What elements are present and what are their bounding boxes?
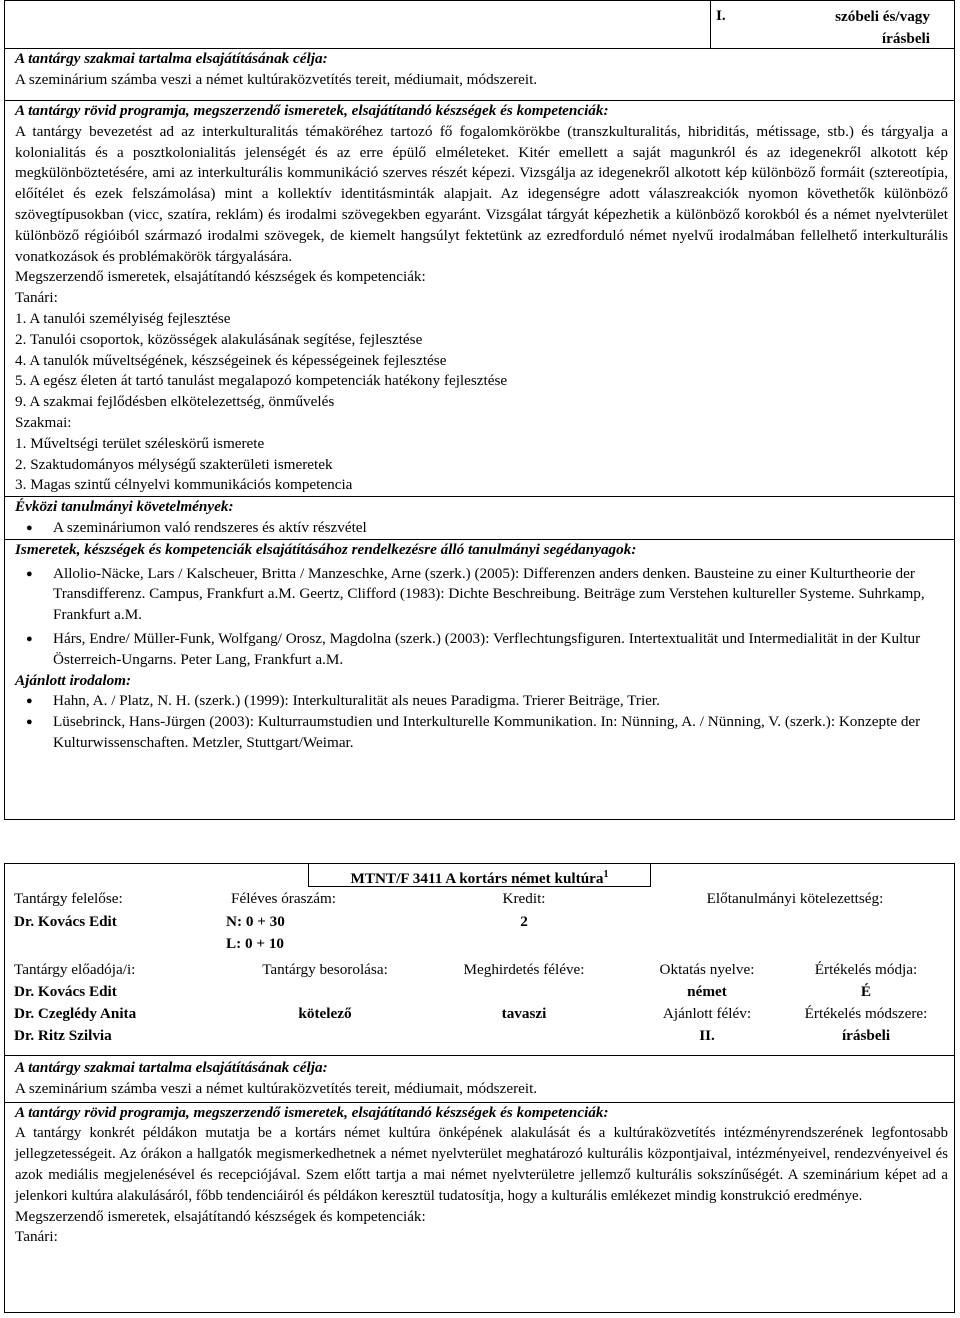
course-sheet-1	[4, 0, 955, 820]
credit-value: 2	[520, 913, 528, 930]
header-num: I.	[716, 7, 726, 24]
program-heading: A tantárgy rövid programja, megszerzendő ismeretek, elsajátítandó készségek és kompetenciák:	[15, 102, 609, 119]
lecturer-name: Dr. Kovács Edit	[14, 983, 117, 1000]
professional-item: 2. Szaktudományos mélységű szakterületi ismeretek	[15, 455, 333, 473]
course-title	[308, 865, 651, 890]
semester-label: Meghirdetés féléve:	[463, 961, 585, 978]
teacher-item: 4. A tanulók műveltségének, készségeinek és képességeinek fejlesztése	[15, 351, 447, 369]
teacher-item: 1. A tanulói személyiség fejlesztése	[15, 309, 231, 327]
program-text: A tantárgy bevezetést ad az interkulturalitás témaköréhez tartozó fő fogalomkörökbe (transzkulturalitás, hibriditás, métissage, stb.) és tárgyalja a kolonialitás és a posztkolonialitás jelenségét és az erre épülő elméleteket. Kitér emellett a saját magunkról és az idegenekről alkotott kép megkülönböztetésére, ami az interkulturális kommunikáció szerves részét képezi. Vizsgálja az idegenekről alkotott kép különböző formáit (sztereotípia, előítélet és ezek felszámolása) mint a kollektív identitásminták alapjait. Az idegenségre adott válaszreakciók nyomon követhetők különböző szövegtípusokban (vicc, szatíra, reklám) és irodalmi szövegekben egyaránt. Vizsgálat tárgyát képezhetik a különböző korokból és a német nyelvterület különböző régióiból származó irodalmi szövegek, de kiemelt hangsúlyt fektetünk az ezredforduló német nyelvű irodalmában fellelhető interkulturális vonatkozások és problémakörök tárgyalására.	[15, 122, 948, 265]
professional-item: 3. Magas szintű célnyelvi kommunikációs kompetencia	[15, 476, 353, 494]
recommended-semester-label: Ajánlott félév:	[662, 1005, 752, 1022]
program-text: A tantárgy konkrét példákon mutatja be a kortárs német kultúra önképének alakulását és a kultúraközvetítés intézményrendszerének legfontosabb jellegzetességeit. Az órákon a hallgatók megismerkedhetnek a német nyelvterület meghatározó kulturális központjaival, intézményeivel, rendezvényeivel és azok mediális megjelenésével és recepciójával. Szem előtt tartja a mai német nyelvterületre jellemző kulturális sokszínűségét. A szeminárium képet ad a jelenkori kultúra alakulásáról, főbb tendenciáiról és példákon keresztül tudatosítja, hogy a kulturális emlékezet mindig konstrukció eredménye.	[15, 1125, 948, 1204]
recommended-list	[15, 691, 948, 753]
recommended-heading: Ajánlott irodalom:	[15, 671, 132, 689]
professional-item: 1. Műveltségi terület széleskörű ismerete	[15, 434, 265, 452]
materials-section	[5, 539, 954, 671]
materials-list	[15, 564, 948, 671]
material-item: ● Allolio-Näcke, Lars / Kalscheuer, Britta / Manzeschke, Arne (szerk.) (2005): Differenzen anders denken. Bausteine zu einer Kulturtheorie der Transdifferenz. Campus, Frankfurt a.M. Geertz, Clifford (1983): Dichte Beschreibung. Beiträge zum Verstehen kultureller Systeme. Suhrkamp, Frankfurt a.M.	[53, 564, 948, 626]
course-sheet-2	[4, 863, 955, 1313]
teacher-label: Tanári:	[15, 1228, 58, 1246]
program-section-2	[5, 1058, 954, 1248]
classification-label: Tantárgy besorolása:	[262, 961, 388, 978]
classification-value: kötelező	[298, 1005, 352, 1022]
requirements-list	[15, 518, 948, 539]
professional-label: Szakmai:	[15, 413, 72, 431]
course-title-text: MTNT/F 3411 A kortárs német kultúra	[350, 870, 604, 888]
recommended-section	[5, 671, 954, 754]
table-bottom-border	[5, 1055, 954, 1056]
requirements-section	[5, 496, 954, 539]
goal-section	[5, 49, 954, 101]
program-heading: A tantárgy rövid programja, megszerzendő ismeretek, elsajátítandó készségek és kompetenciák:	[15, 1103, 609, 1121]
lecturers-label: Tantárgy előadója/i:	[14, 961, 136, 978]
hours-label: Féléves óraszám:	[231, 890, 337, 907]
goal-text: A szeminárium számba veszi a német kultúraközvetítés tereit, médiumait, módszereit.	[15, 70, 538, 88]
teacher-item: 5. A egész életen át tartó tanulást megalapozó kompetenciák hatékony fejlesztése	[15, 372, 508, 390]
requirements-heading: Évközi tanulmányi követelmények:	[15, 498, 234, 516]
semester-value: tavaszi	[501, 1005, 547, 1022]
requirement-item: ● A szemináriumon való rendszeres és aktív részvétel	[53, 518, 948, 539]
eval-mode-value: É	[860, 983, 872, 1000]
competencies-heading: Megszerzendő ismeretek, elsajátítandó készségek és kompetenciák:	[15, 268, 426, 286]
lecturer-name: Dr. Ritz Szilvia	[14, 1027, 112, 1044]
header-right-cell	[711, 1, 954, 48]
material-item: ● Hárs, Endre/ Müller-Funk, Wolfgang/ Orosz, Magdolna (szerk.) (2003): Verflechtungsfiguren. Intertextualität und Intermedialität in der Kultur Österreich-Ungarns. Peter Lang, Frankfurt a.M.	[53, 629, 948, 671]
teacher-item: 2. Tanulói csoportok, közösségek alakulásának segítése, fejlesztése	[15, 330, 423, 348]
language-value: német	[687, 983, 727, 1000]
recommended-item: ● Lüsebrinck, Hans-Jürgen (2003): Kulturraumstudien und Interkulturelle Kommunikation. In: Nünning, A. / Nünning, V. (szerk.): Konzepte der Kulturwissenschaften. Metzler, Stuttgart/Weimar.	[53, 712, 948, 754]
materials-heading: Ismeretek, készségek és kompetenciák elsajátításához rendelkezésre álló tanulmányi segédanyagok:	[15, 540, 637, 558]
hours-l: L: 0 + 10	[226, 935, 285, 952]
eval-method-value: írásbeli	[841, 1027, 891, 1044]
language-label: Oktatás nyelve:	[659, 961, 755, 978]
eval-mode-label: Értékelés módja:	[814, 961, 918, 978]
hours-n: N: 0 + 30	[226, 913, 285, 930]
goal-text: A szeminárium számba veszi a német kultúraközvetítés tereit, médiumait, módszereit.	[15, 1079, 538, 1097]
header-row	[5, 1, 954, 49]
header-left-cell	[5, 1, 711, 48]
teacher-label: Tanári:	[15, 289, 58, 307]
competencies-heading: Megszerzendő ismeretek, elsajátítandó készségek és kompetenciák:	[15, 1207, 426, 1225]
goal-heading: A tantárgy szakmai tartalma elsajátításának célja:	[15, 1059, 328, 1076]
responsible-label: Tantárgy felelőse:	[14, 890, 123, 907]
credit-label: Kredit:	[502, 890, 546, 907]
program-section	[5, 101, 954, 496]
lecturer-name: Dr. Czeglédy Anita	[14, 1005, 137, 1022]
eval-method-label: Értékelés módszere:	[804, 1005, 928, 1022]
goal-heading: A tantárgy szakmai tartalma elsajátításának célja:	[15, 50, 328, 67]
teacher-item: 9. A szakmai fejlődésben elkötelezettség, önművelés	[15, 393, 335, 411]
recommended-semester-value: II.	[699, 1027, 715, 1044]
prereq-label: Előtanulmányi kötelezettség:	[706, 890, 884, 907]
responsible-name: Dr. Kovács Edit	[14, 913, 117, 930]
recommended-item: ● Hahn, A. / Platz, N. H. (szerk.) (1999): Interkulturalität als neues Paradigma. Trierer Beiträge, Trier.	[53, 691, 948, 712]
footnote-mark: 1	[603, 869, 609, 880]
header-exam: szóbeli és/vagy írásbeli	[835, 8, 930, 47]
